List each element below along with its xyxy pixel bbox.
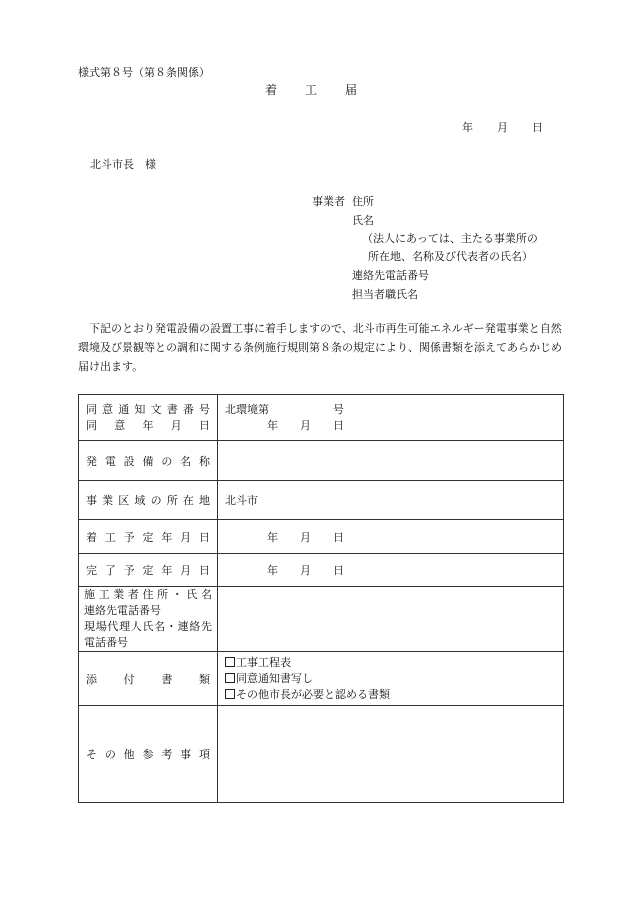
applicant-address-label: 住所	[352, 195, 374, 208]
document-title: 着 工 届	[264, 83, 365, 97]
date-month: 月	[497, 121, 508, 134]
end-date-label: 完了予定年月日	[86, 564, 210, 577]
contractor-line4: 電話番号	[84, 636, 128, 649]
applicant-label: 事業者	[312, 195, 345, 208]
applicant-phone-label: 連絡先電話番号	[352, 269, 429, 282]
applicant-note-line1: （法人にあっては、主たる事業所の	[362, 232, 538, 245]
attachment-item[interactable]: 工事工程表	[225, 655, 556, 671]
consent-labels	[79, 395, 218, 441]
table-row-facility-name	[79, 441, 564, 481]
table-row-notes	[79, 706, 564, 803]
table-row-end-date	[79, 554, 564, 587]
consent-number-label: 同意通知文書番号	[86, 402, 210, 416]
date-year: 年	[462, 121, 473, 134]
consent-year: 年	[267, 418, 278, 432]
applicant-person-label: 担当者職氏名	[352, 288, 418, 301]
table-row-consent	[79, 395, 564, 441]
body-paragraph: 下記のとおり発電設備の設置工事に着手しますので、北斗市再生可能エネルギー発電事業と自然環境及び景観等との調和に関する条例施行規則第８条の規定により、関係書類を添えてあらかじめ届け出ます。	[78, 322, 562, 373]
applicant-note-line2: 所在地、名称及び代表者の氏名）	[368, 250, 533, 263]
end-day: 日	[333, 564, 344, 577]
start-day: 日	[333, 530, 344, 544]
consent-month: 月	[300, 418, 311, 432]
end-date-value	[218, 554, 564, 587]
consent-number-prefix: 北環境第	[225, 402, 269, 416]
info-table	[78, 394, 564, 803]
consent-number-suffix: 号	[333, 402, 344, 416]
notes-label: その他参考事項	[86, 748, 210, 761]
attachment-item[interactable]: その他市長が必要と認める書類	[225, 687, 556, 703]
consent-date-label: 同 意 年 月 日	[86, 418, 210, 432]
addressee: 北斗市長 様	[90, 158, 156, 171]
facility-name-label: 発電設備の名称	[86, 454, 210, 468]
table-row-attachments	[79, 652, 564, 706]
facility-name-value	[218, 441, 564, 481]
attachment-item[interactable]: 同意通知書写し	[225, 671, 556, 687]
form-number: 様式第８号（第８条関係）	[78, 66, 210, 79]
checkbox-icon[interactable]	[225, 657, 235, 667]
start-date-value	[218, 520, 564, 554]
contractor-line1: 施工業者住所・氏名	[84, 588, 212, 601]
contractor-line2: 連絡先電話番号	[84, 604, 161, 617]
attachments-list	[218, 652, 564, 706]
checkbox-icon[interactable]	[225, 673, 235, 683]
start-year: 年	[267, 530, 278, 544]
start-month: 月	[300, 530, 311, 544]
attachments-label: 添 付 書 類	[86, 672, 210, 686]
date-day: 日	[532, 121, 543, 134]
submission-date	[462, 119, 543, 135]
consent-values	[218, 395, 564, 441]
location-label: 事業区域の所在地	[86, 494, 210, 507]
location-value: 北斗市	[218, 481, 564, 520]
end-year: 年	[267, 564, 278, 577]
contractor-value	[218, 587, 564, 652]
contractor-line3: 現場代理人氏名・連絡先	[84, 620, 212, 633]
table-row-start-date	[79, 520, 564, 554]
table-row-location	[79, 481, 564, 520]
checkbox-icon[interactable]	[225, 689, 235, 699]
start-date-label: 着工予定年月日	[86, 530, 210, 544]
applicant-name-label: 氏名	[352, 214, 374, 227]
table-row-contractor	[79, 587, 564, 652]
contractor-labels	[79, 587, 218, 652]
notes-value	[218, 706, 564, 803]
consent-day: 日	[333, 418, 344, 432]
end-month: 月	[300, 564, 311, 577]
